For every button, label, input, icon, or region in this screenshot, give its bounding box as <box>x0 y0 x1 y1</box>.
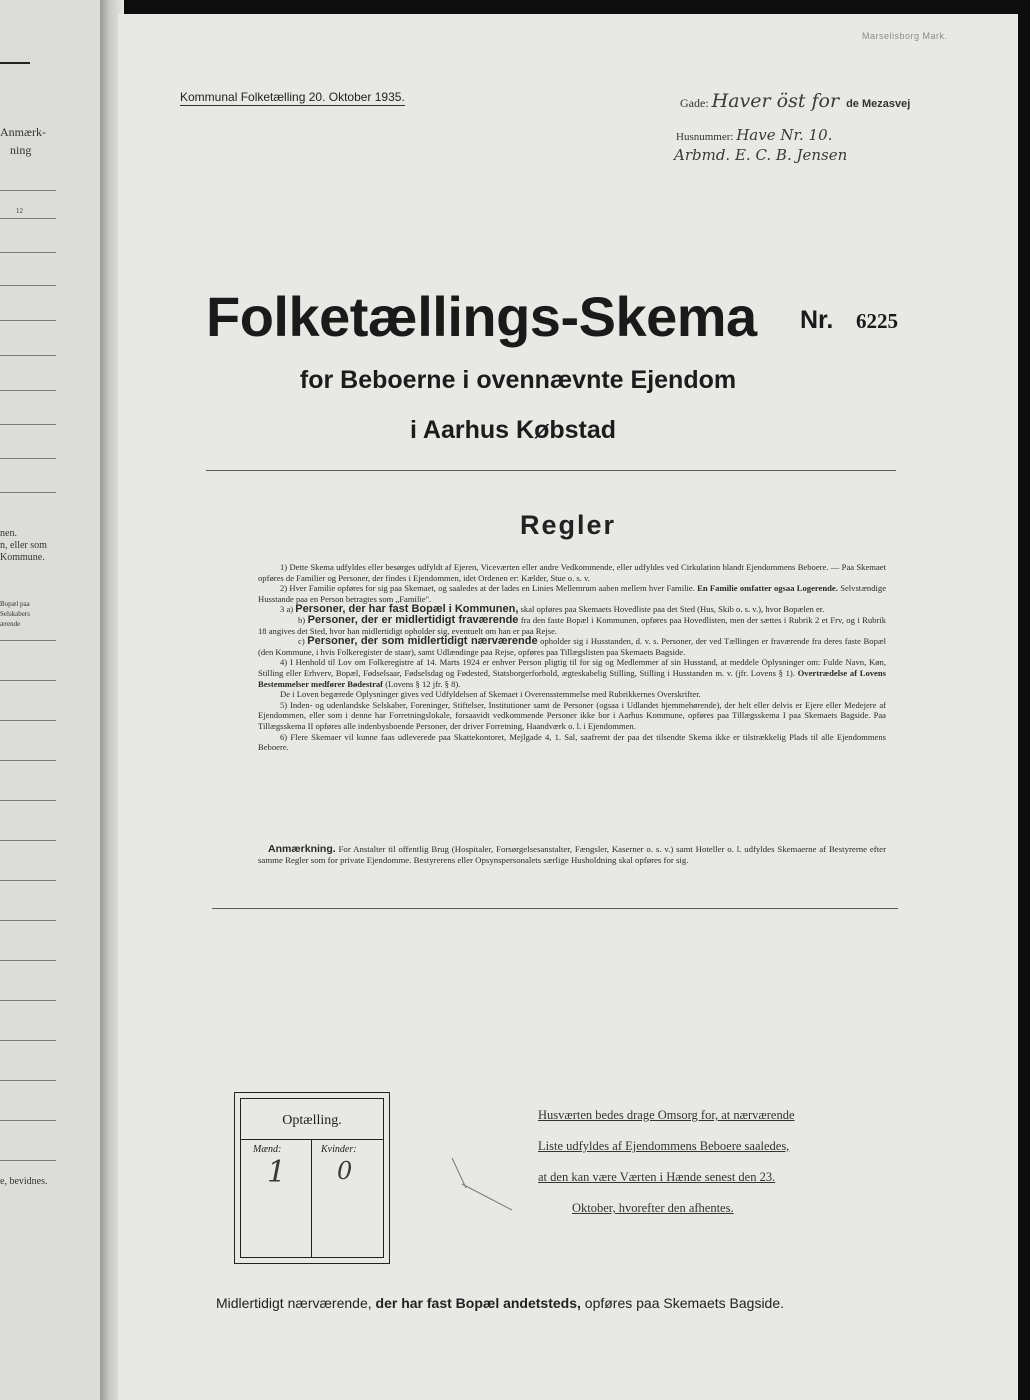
landlord-notice <box>538 1100 795 1224</box>
title-divider <box>206 470 896 471</box>
pencil-mark <box>448 1154 518 1214</box>
footer-note <box>216 1295 784 1311</box>
gade-printed: de Mezasvej <box>846 98 911 110</box>
landlord-line-4: Oktober, hvorefter den afhentes. <box>572 1201 734 1215</box>
rule-3a: 3 a) Personer, der har fast Bopæl i Kommunen, skal opføres paa Skemaets Hovedliste paa det Sted (Hus, Skib o. s. v.), hvor Bopælen er. <box>280 603 825 616</box>
count-box <box>234 1092 390 1264</box>
women-count: 0 <box>337 1157 353 1185</box>
footer-part-1: Midlertidigt nærværende, <box>216 1295 372 1311</box>
count-title: Optælling. <box>282 1113 342 1128</box>
rule-3b: b) Personer, der er midlertidigt fraværende fra den faste Bopæl i Kommunen, opføres paa Hovedlisten, men der sættes i Rubrik 2 et Frv, og i Rubrik 18 angives det Sted, hvor han midlertidigt opholder sig, eventuelt om han er paa Rejse. <box>258 613 887 636</box>
note-label: Anmærkning. <box>268 843 336 855</box>
left-column-number: 12 <box>16 207 23 215</box>
form-subtitle-1: for Beboerne i ovennævnte Ejendom <box>299 366 737 394</box>
note-section <box>258 844 886 866</box>
count-box-inner <box>240 1098 384 1258</box>
women-label: Kvinder: <box>321 1144 357 1155</box>
footer-part-2: der har fast Bopæl andetsteds, <box>375 1295 581 1311</box>
census-line-text: Kommunal Folketælling 20. Oktober 1935. <box>180 90 405 104</box>
left-heading-1: Anmærk- <box>0 125 46 139</box>
census-line <box>180 90 405 104</box>
landlord-line-2: Liste udfyldes af Ejendommens Beboere saaledes, <box>538 1139 790 1153</box>
landlord-line-1: Husværten bedes drage Omsorg for, at nærværende <box>538 1108 795 1122</box>
rule-4: 4) I Henhold til Lov om Folkeregistre af 14. Marts 1924 er enhver Person pligtig til for sig og Medlemmer af sin Husstand, at meddele Oplysninger om: Fulde Navn, Køn, Stilling eller Erhverv, Bopæl, Fødselsaar, Fødselsdag og Fødested, Statsborgerforhold, ægteskabelig Stilling, Stilling i Husstanden m. v. (jfr. Lovens § 1). Overtrædelse af Lovens Bestemmelser medfører Bødestraf (Lovens § 12 jfr. § 8). <box>258 657 886 689</box>
rule-2: 2) Hver Familie opføres for sig paa Skemaet, og saaledes at der lades en Linies Mellemrum aaben mellem hver Familie. En Familie omfatter ogsaa Logerende. Selvstændige Husstande paa en Person betragtes som „Familie". <box>258 583 887 604</box>
left-note-2: n, eller som <box>0 540 47 551</box>
husnummer-handwritten: Have Nr. 10. <box>736 126 833 144</box>
rule-4-note: De i Loven begærede Oplysninger gives ved Udfyldelsen af Skemaet i Overensstemmelse med Rubrikkernes Overskrifter. <box>280 689 701 700</box>
left-note-5: Selskabers <box>0 610 30 618</box>
rule-5: 5) Inden- og udenlandske Selskaber, Foreninger, Stiftelser, Institutioner samt de Personer (ogsaa i Udlandet hjemmehørende), der helt eller delvis er Ejere eller Medejere af Ejendommen, eller som i denne har Forretningslokale, forsaavidt vedkommende Personer ikke bor i Aarhus Kommune, opføres paa Tillægsskema I paa Skemaets Bagside. Paa Tillægsskema II opføres alle indenbysboende Personer, der driver Forretning, Haandværk o. l. i Ejendommen. <box>258 699 886 731</box>
men-count: 1 <box>267 1155 287 1190</box>
husnummer-label: Husnummer: <box>676 131 734 143</box>
form-number-value: 6225 <box>856 309 898 333</box>
archive-stamp: Marselisborg Mark. <box>862 31 948 41</box>
left-note-6: ærende <box>0 620 21 628</box>
left-note-4: Bopæl paa <box>0 600 30 608</box>
gade-label: Gade: <box>680 96 709 110</box>
rules-body <box>258 562 886 753</box>
landlord-line-3: at den kan være Værten i Hænde senest den 23. <box>538 1170 776 1184</box>
footer-part-3: opføres paa Skemaets Bagside. <box>584 1295 785 1311</box>
gade-field <box>680 90 910 112</box>
owner-handwritten: Arbmd. E. C. B. Jensen <box>674 146 848 164</box>
note-text: For Anstalter til offentlig Brug (Hospitaler, Forsørgelsesanstalter, Fængsler, Kaserner o. s. v.) samt Hoteller o. l. udfyldes Skemaerne af Bestyrerne efter samme Regler som for private Ejendomme. Bestyrerens eller Opsynspersonalets særlige Husholdning skal opføres for sig. <box>258 844 887 865</box>
form-subtitle-2: i Aarhus Købstad <box>409 416 617 444</box>
left-page-fragment <box>0 0 108 1400</box>
left-note-1: nen. <box>0 528 17 539</box>
rule-1: 1) Dette Skema udfyldes eller besørges udfyldt af Ejeren, Viceværten eller andre Vedkommende, eller udfyldes ved Cirkulation blandt Ejendommens Beboere. — Paa Skemaet opføres de Familier og Personer, der findes i Ejendommen, idet Ordenen er: Kælder, Stue o. s. v. <box>258 562 886 583</box>
gade-handwritten: Haver öst for <box>711 90 840 112</box>
left-heading-2: ning <box>10 143 32 157</box>
rule-6: 6) Flere Skemaer vil kunne faas udleverede paa Skattekontoret, Mejlgade 4, 1. Sal, saafremt der paa det tilsendte Skema ikke er tilstrækkelig Plads til alle Ejendommens Beboere. <box>258 731 886 753</box>
left-page-mark <box>0 62 30 64</box>
husnummer-field <box>676 126 832 144</box>
rule-3c: c) Personer, der som midlertidigt nærværende opholder sig i Husstanden, d. v. s. Personer, der ved Tællingen er fraværende fra deres faste Bopæl (den Kommune, i hvis Folkeregister de staar), samt Udlændinge paa Rejse, opføres paa Tillægslisten paa Skemaets Bagside. <box>258 635 886 657</box>
left-note-3: Kommune. <box>0 552 45 563</box>
men-label: Mænd: <box>253 1144 282 1155</box>
form-title: Folketællings-Skema <box>206 285 757 348</box>
census-form-page <box>118 14 1018 1400</box>
left-note-7: e, bevidnes. <box>0 1176 48 1187</box>
bottom-divider <box>212 908 898 909</box>
rules-heading: Regler <box>519 510 617 540</box>
form-number-label: Nr. <box>800 306 834 334</box>
